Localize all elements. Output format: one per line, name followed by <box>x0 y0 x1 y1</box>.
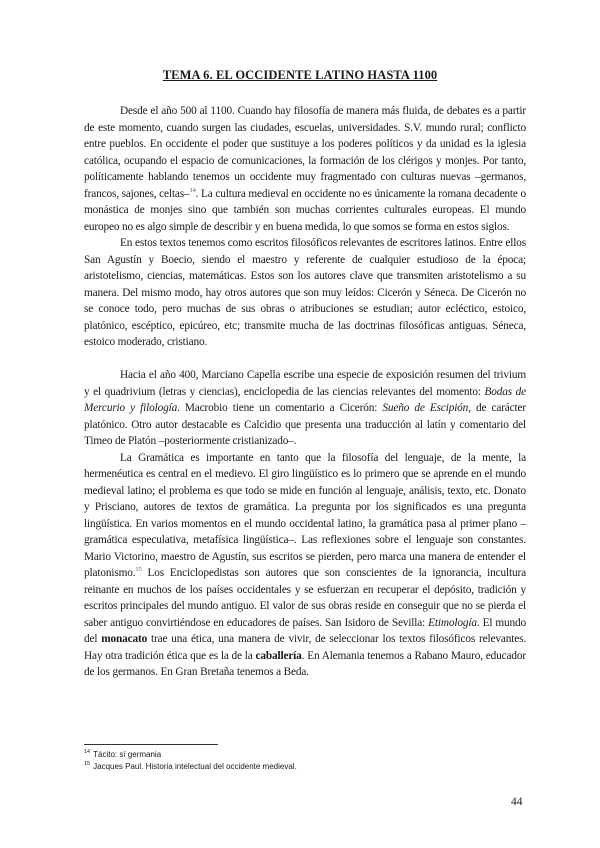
footnote-14 <box>84 749 534 761</box>
footnote-text: Tácito: sí germania <box>93 750 162 759</box>
paragraph-1-text-a: Desde el año 500 al 1100. Cuando hay filosofía de manera más fluida, de debates es a partir de este momento, cuando surgen las ciudades, escuelas, universidades. S.V. mundo rural; conflicto entre pueblos. En occidente el poder que sustituye a los poderes políticos y da unidad es la iglesia católica, ocupando el espacio de comunicaciones, la formación de los clérigos y monjes. Por tanto, políticamente hablando tenemos un occidente muy fragmentado con culturas nuevas –germanos, francos, sajones, celtas– <box>84 105 526 200</box>
paragraph-2-text: En estos textos tenemos como escritos filosóficos relevantes de escritores latinos. Entre ellos San Agustín y Boecio, siendo el maestro y referente de cualquier estudioso de la época; aristotelismo, ciencias, matemáticas. Estos son los autores clave que transmiten aristotelismo a su manera. Del mismo modo, hay otros autores que son muy leídos: Cicerón y Séneca. De Cicerón no se conoce todo, pero muchas de sus obras o atribuciones se estudian; autor ecléctico, estoico, platónico, escéptico, epicúreo, etc; transmite mucha de las doctrinas filosóficas antiguas. Séneca, estoico moderado, cristiano. <box>84 237 526 348</box>
paragraph-4 <box>84 450 526 681</box>
paragraph-4-text-a: La Gramática es importante en tanto que la filosofía del lenguaje, de la mente, la hermenéutica es central en el medievo. El giro lingüístico es lo primero que se aprende en el mundo medieval latino; el problema es que todo se mide en función al lenguaje, análisis, texto, etc. Donato y Prisciano, autores de textos de gramática. La pregunta por los significados es una pregunta lingüística. En varios momentos en el mundo occidental latino, la gramática pasa al primer plano –gramática especulativa, metafísica lingüística–. Las reflexiones sobre el lenguaje son constantes. Mario Victorino, maestro de Agustín, sus escritos se pierden, pero marca una manera de entender el platonismo. <box>84 451 526 579</box>
footnote-divider <box>84 744 218 745</box>
italic-title-etimologia: Etimología <box>428 616 477 629</box>
bold-term-caballeria: caballería <box>255 649 302 662</box>
italic-title-sueno: Sueño de Escipión <box>382 402 469 414</box>
paragraph-3 <box>84 367 526 450</box>
footnote-ref-15[interactable]: 15 <box>135 566 142 574</box>
body-text <box>84 103 526 681</box>
paragraph-3-text-b: . Macrobio tiene un comentario a Cicerón: <box>177 402 383 414</box>
page-number: 44 <box>511 796 523 808</box>
footnote-text: Jacques Paul. Historia intelectual del occidente medieval. <box>93 762 297 771</box>
paragraph-3-text-c: , de carácter platónico. Otro autor destacable es Calcidio que presenta una traducción al latín y comentario del Timeo de Platón –posteriormente cristianizado–. <box>84 402 526 447</box>
paragraph-4-text-b: Los Enciclopedistas son autores que son conscientes de la ignorancia, incultura reinante en muchos de los países occidentales y se esfuerzan en recuperar el depósito, tradición y escritos principales del mundo antiguo. El valor de sus obras reside en conseguir que no se pierda el saber antiguo convirtiéndose en educadores de países. San Isidoro de Sevilla: <box>84 567 526 629</box>
footnote-number: 15 <box>84 761 91 768</box>
footnote-number: 14 <box>84 749 91 756</box>
page-title: TEMA 6. EL OCCIDENTE LATINO HASTA 1100 <box>162 68 438 82</box>
footnote-15 <box>84 761 534 773</box>
paragraph-4-text-c: . El mundo del <box>84 616 526 645</box>
paragraph-4-text-e: . En Alemania tenemos a Rabano Mauro, educador de los germanos. En Gran Bretaña tenemos a Beda. <box>84 649 527 678</box>
paragraph-4-text-d: trae una ética, una manera de vivir, de seleccionar los textos filosóficos relevantes. Hay otra tradición ética que es la de la <box>84 633 526 662</box>
paragraph-1-text-b: . La cultura medieval en occidente no es únicamente la romana decadente o monástica de monjes sino que también son muchas corrientes culturales europeas. El mundo europeo no es algo simple de describir y en buena medida, lo que somos se forma en estos siglos. <box>84 187 526 233</box>
bold-term-monacato: monacato <box>101 633 148 645</box>
paragraph-3-text-a: Hacia el año 400, Marciano Capella escribe una especie de exposición resumen del trivium y el quadrivium (letras y ciencias), enciclopedia de las ciencias relevantes del momento: <box>84 369 526 398</box>
italic-title-bodas: Bodas de Mercurio y filología <box>84 385 527 414</box>
footnote-ref-14[interactable]: 14 <box>189 186 196 194</box>
paragraph-2 <box>84 235 526 351</box>
footnotes <box>84 749 534 773</box>
paragraph-1 <box>84 103 526 235</box>
